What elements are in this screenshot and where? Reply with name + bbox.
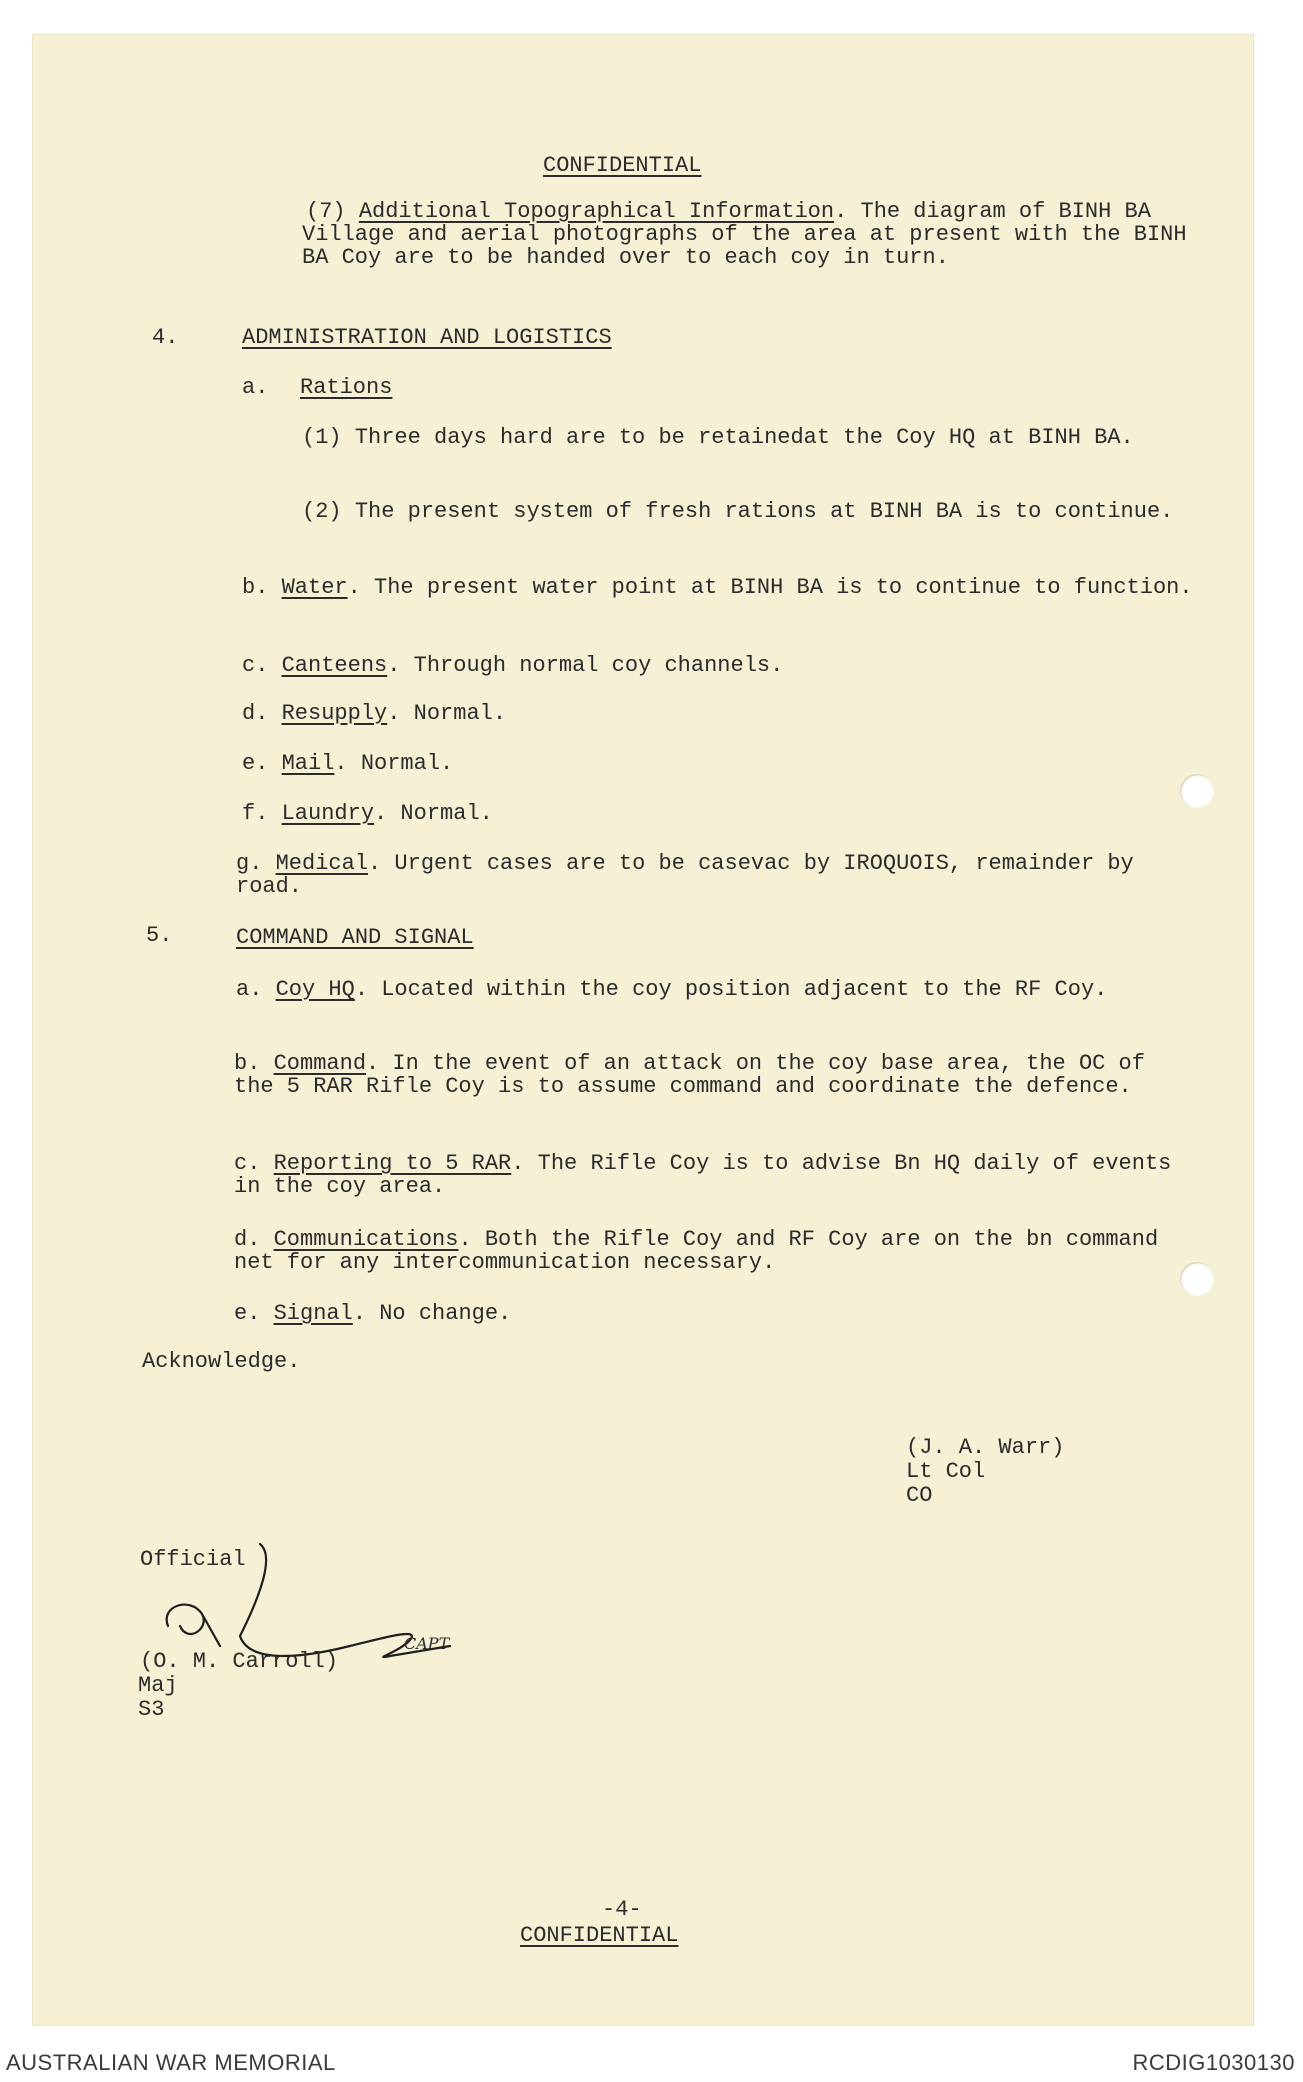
signatory-rank: Lt Col	[906, 1459, 986, 1484]
section5-number: 5.	[146, 923, 173, 948]
command-paragraph	[234, 1052, 1154, 1098]
official-rank: Maj	[138, 1673, 178, 1698]
resupply-title: Resupply	[281, 701, 388, 726]
official-role: S3	[138, 1697, 165, 1722]
rations-item2-num: (2)	[302, 499, 342, 524]
topographical-paragraph	[302, 200, 1222, 269]
handwritten-capt: CAPT	[404, 1634, 450, 1653]
medical-title: Medical	[275, 851, 369, 876]
document-page	[32, 34, 1254, 2026]
water-title: Water	[281, 575, 348, 600]
rations-item2-text: The present system of fresh rations at BINH BA is to continue.	[354, 499, 1174, 524]
archive-id-right: RCDIG1030130	[1132, 2050, 1295, 2075]
mail-text: . Normal.	[334, 751, 454, 776]
laundry-paragraph	[242, 802, 1202, 825]
water-label: b.	[242, 575, 269, 600]
mail-label: e.	[242, 751, 269, 776]
rations-item1-num: (1)	[302, 425, 342, 450]
rations-item1-text: Three days hard are to be retainedat the Coy HQ at BINH BA.	[354, 425, 1134, 450]
signal-text: . No change.	[352, 1301, 512, 1326]
water-text: . The present water point at BINH BA is to continue to function.	[347, 575, 1193, 600]
canteens-paragraph	[242, 654, 1202, 677]
mail-paragraph	[242, 752, 1202, 775]
reporting-label: c.	[234, 1151, 261, 1176]
signatory-name: (J. A. Warr)	[906, 1435, 1065, 1460]
topo-num: (7)	[306, 199, 346, 224]
water-paragraph	[242, 576, 1202, 599]
resupply-text: . Normal.	[387, 701, 507, 726]
communications-paragraph	[234, 1228, 1194, 1274]
page-number: -4-	[602, 1897, 642, 1922]
laundry-title: Laundry	[281, 801, 375, 826]
rations-label: a.	[242, 375, 269, 400]
rations-title: Rations	[300, 375, 393, 400]
canteens-label: c.	[242, 653, 269, 678]
resupply-label: d.	[242, 701, 269, 726]
header-classification: CONFIDENTIAL	[543, 153, 702, 178]
reporting-text: . The Rifle Coy is to advise Bn HQ daily of events in the coy area.	[234, 1151, 1172, 1199]
section5-heading: COMMAND AND SIGNAL	[236, 925, 474, 950]
laundry-text: . Normal.	[374, 801, 493, 826]
medical-label: g.	[236, 851, 263, 876]
section4-number: 4.	[152, 325, 179, 350]
command-label: b.	[234, 1051, 261, 1076]
communications-title: Communications	[273, 1227, 459, 1252]
canteens-title: Canteens	[281, 653, 388, 678]
reporting-title: Reporting to 5 RAR	[273, 1151, 512, 1176]
command-title: Command	[273, 1051, 367, 1076]
command-text: . In the event of an attack on the coy base area, the OC of the 5 RAR Rifle Coy is to assume command and coordinate the defence.	[234, 1051, 1145, 1099]
rations-item-1	[302, 426, 1162, 449]
resupply-paragraph	[242, 702, 1202, 725]
topo-title: Additional Topographical Information	[358, 199, 835, 224]
official-label: Official	[140, 1547, 246, 1572]
coyhq-paragraph	[236, 978, 1196, 1001]
signal-title: Signal	[273, 1301, 353, 1326]
official-name: (O. M. Carroll)	[140, 1649, 339, 1674]
communications-text: . Both the Rifle Coy and RF Coy are on the bn command net for any intercommunication necessary.	[234, 1227, 1159, 1275]
communications-label: d.	[234, 1227, 261, 1252]
reporting-paragraph	[234, 1152, 1194, 1198]
mail-title: Mail	[281, 751, 335, 776]
section4-heading: ADMINISTRATION AND LOGISTICS	[242, 325, 612, 350]
topo-text: . The diagram of BINH BA Village and aerial photographs of the area at present with the BINH BA Coy are to be handed over to each coy in turn.	[302, 199, 1187, 270]
archive-source-left: AUSTRALIAN WAR MEMORIAL	[6, 2050, 336, 2075]
coyhq-title: Coy HQ	[275, 977, 355, 1002]
coyhq-text: . Located within the coy position adjacent to the RF Coy.	[354, 977, 1108, 1002]
medical-text: . Urgent cases are to be casevac by IROQUOIS, remainder by road.	[236, 851, 1134, 899]
laundry-label: f.	[242, 801, 269, 826]
signal-label: e.	[234, 1301, 261, 1326]
medical-paragraph	[236, 852, 1156, 898]
rations-item-2	[302, 500, 1182, 523]
coyhq-label: a.	[236, 977, 263, 1002]
acknowledge-text: Acknowledge.	[142, 1349, 301, 1374]
footer-classification: CONFIDENTIAL	[520, 1923, 679, 1948]
signatory-role: CO	[906, 1483, 933, 1508]
signal-paragraph	[234, 1302, 1194, 1325]
canteens-text: . Through normal coy channels.	[387, 653, 784, 678]
